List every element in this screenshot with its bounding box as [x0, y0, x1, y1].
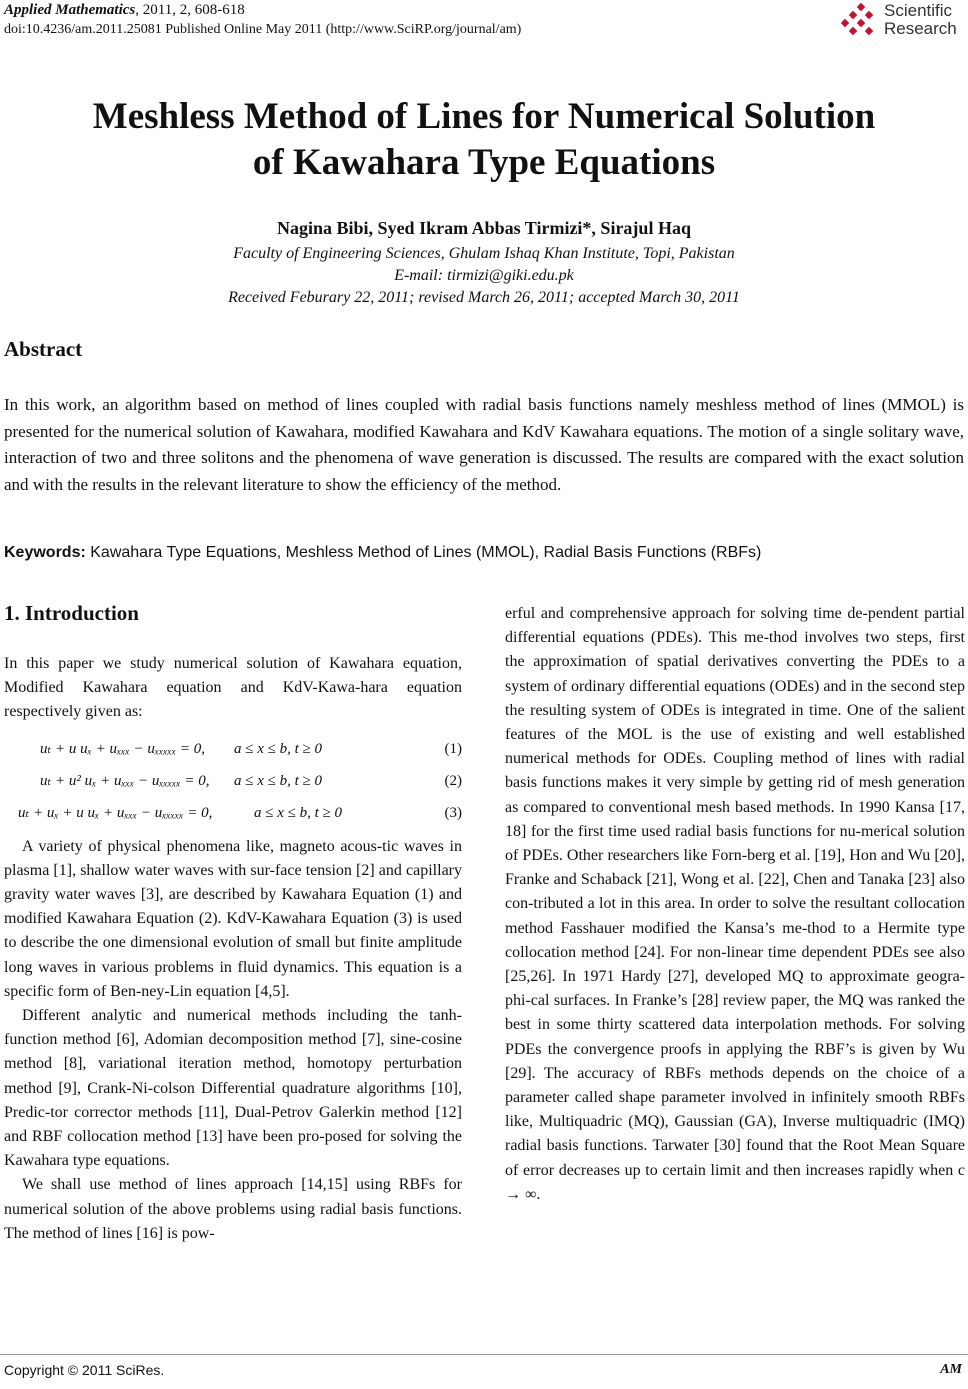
title-line-1: Meshless Method of Lines for Numerical Solution: [92, 96, 876, 137]
journal-abbreviation: AM: [940, 1362, 962, 1377]
copyright: Copyright © 2011 SciRes.: [4, 1362, 165, 1378]
equation-1-domain: a ≤ x ≤ b, t ≥ 0: [234, 740, 323, 757]
intro-paragraph-1: In this paper we study numerical solution of Kawahara equation, Modified Kawahara equation and KdV-Kawa-hara equation respectively given as:: [4, 655, 462, 721]
keywords-label: Keywords:: [4, 544, 86, 561]
keywords: [4, 544, 761, 562]
equation-1-body: uₜ + u uₓ + uₓₓₓ − uₓₓₓₓₓ = 0,: [40, 740, 206, 757]
journal-volume: , 2011, 2, 608-618: [135, 2, 245, 18]
equation-2-body: uₜ + u² uₓ + uₓₓₓ − uₓₓₓₓₓ = 0,: [40, 772, 210, 789]
abstract-body: In this work, an algorithm based on method of lines coupled with radial basis functions namely meshless method of lines (MMOL) is presented for the numerical solution of Kawahara, modified Kawahara and KdV Kawahara equations. The motion of a single solitary wave, interaction of two and three solitons and the phenomena of wave generation is discussed. The results are compared with the exact solution and with the results in the relevant literature to show the efficiency of the method.: [4, 395, 964, 494]
equation-1-number: (1): [444, 740, 462, 757]
publisher-logo: [840, 0, 962, 46]
received-dates: Received Feburary 22, 2011; revised March 26, 2011; accepted March 30, 2011: [228, 289, 740, 306]
equation-3-body: uₜ + uₓ + u uₓ + uₓₓₓ − uₓₓₓₓₓ = 0,: [18, 804, 213, 821]
equation-3: [4, 795, 462, 827]
email: E-mail: tirmizi@giki.edu.pk: [394, 267, 574, 284]
intro-paragraph-4: We shall use method of lines approach [14,15] using RBFs for numerical solution of the above problems using radial basis functions. The method of lines [16] is pow-: [4, 1176, 462, 1242]
paper-title: [0, 94, 968, 186]
equation-2-domain: a ≤ x ≤ b, t ≥ 0: [234, 772, 323, 789]
right-column: [505, 602, 965, 1207]
doi-line: doi:10.4236/am.2011.25081 Published Online May 2011 (http://www.SciRP.org/journal/am): [4, 22, 522, 37]
keywords-text: Kawahara Type Equations, Meshless Method of Lines (MMOL), Radial Basis Functions (RBFs): [90, 544, 762, 561]
intro-heading: 1. Introduction: [4, 601, 139, 625]
title-line-2: of Kawahara Type Equations: [252, 142, 716, 183]
logo-text-line2: Research: [884, 19, 957, 38]
affiliation: Faculty of Engineering Sciences, Ghulam Ishaq Khan Institute, Topi, Pakistan: [233, 245, 735, 262]
journal-header: [4, 2, 245, 19]
footer-rule: [0, 1354, 968, 1355]
equation-3-number: (3): [444, 804, 462, 821]
equation-2: [4, 763, 462, 795]
equation-2-number: (2): [444, 772, 462, 789]
intro-paragraph-3: Different analytic and numerical methods including the tanh-function method [6], Adomian decomposition method [7], sine-cosine method [8], variational iteration method, homotopy perturbation method [9], Crank-Ni-colson Differential quadrature algorithms [10], Predic-tor corrector methods [11], Dual-Petrov Galerkin method [12] and RBF collocation method [13] have been pro-posed for solving the Kawahara type equations.: [4, 1007, 462, 1170]
left-column: [4, 652, 462, 1246]
equation-3-domain: a ≤ x ≤ b, t ≥ 0: [254, 804, 343, 821]
intro-paragraph-right: erful and comprehensive approach for solving time de-pendent partial differential equations (PDEs). This me-thod involves two steps, first the approximation of spatial derivatives converting the PDEs to a system of ordinary differential equations (ODEs) and in the second step the resulting system of ODEs is integrated in time. One of the salient features of the MOL is the use of existing and well established numerical methods for ODEs. Coupling method of lines with radial basis functions makes it very simple by getting rid of mesh generation as compared to conventional mesh based methods. In 1990 Kansa [17, 18] for the first time used radial basis functions for nu-merical solution of PDEs. Other researchers like Forn-berg et al. [19], Hon and Wu [20], Franke and Schaback [21], Wong et al. [22], Chen and Tanaka [23] also con-tributed a lot in this area. In order to solve the resultant collocation method Fasshauer modified the Kansa’s me-thod to a Hermite type collocation method [24]. For non-linear time dependent PDEs see also [25,26]. In 1971 Hardy [27], developed MQ to approximate geogra- phi-cal surfaces. In Franke’s [28] review paper, the MQ was ranked the best in some thirty scattered data interpolation methods. For solving PDEs the convergence proofs in applying the RBF’s is given by Wu [29]. The accuracy of RBFs methods depends on the choice of a parameter called shape parameter involved in infinitely smooth RBFs like, Multiquadric (MQ), Gaussian (GA), Inverse multiquadric (IMQ) radial basis functions. Tarwater [30] found that the Root Mean Square of error decreases up to certain limit and then increases rapidly when c → ∞.: [505, 605, 965, 1203]
equation-1: [4, 731, 462, 763]
affiliation-block: [0, 243, 968, 309]
intro-paragraph-2: A variety of physical phenomena like, magneto acous-tic waves in plasma [1], shallow water waves with sur-face tension [2] and capillary gravity water waves [3], are described by Kawahara Equation (1) and modified Kawahara Equation (2). KdV-Kawahara Equation (3) is used to describe the one dimensional evolution of small but finite amplitude long waves in various problems in fluid dynamics. This equation is a specific form of Ben-ney-Lin equation [4,5].: [4, 837, 462, 1000]
logo-text-line1: Scientific: [884, 1, 953, 20]
abstract-heading: Abstract: [4, 337, 83, 361]
logo-mark-icon: [840, 2, 880, 42]
authors: Nagina Bibi, Syed Ikram Abbas Tirmizi*, Sirajul Haq: [277, 218, 691, 238]
journal-name: Applied Mathematics: [4, 2, 136, 18]
